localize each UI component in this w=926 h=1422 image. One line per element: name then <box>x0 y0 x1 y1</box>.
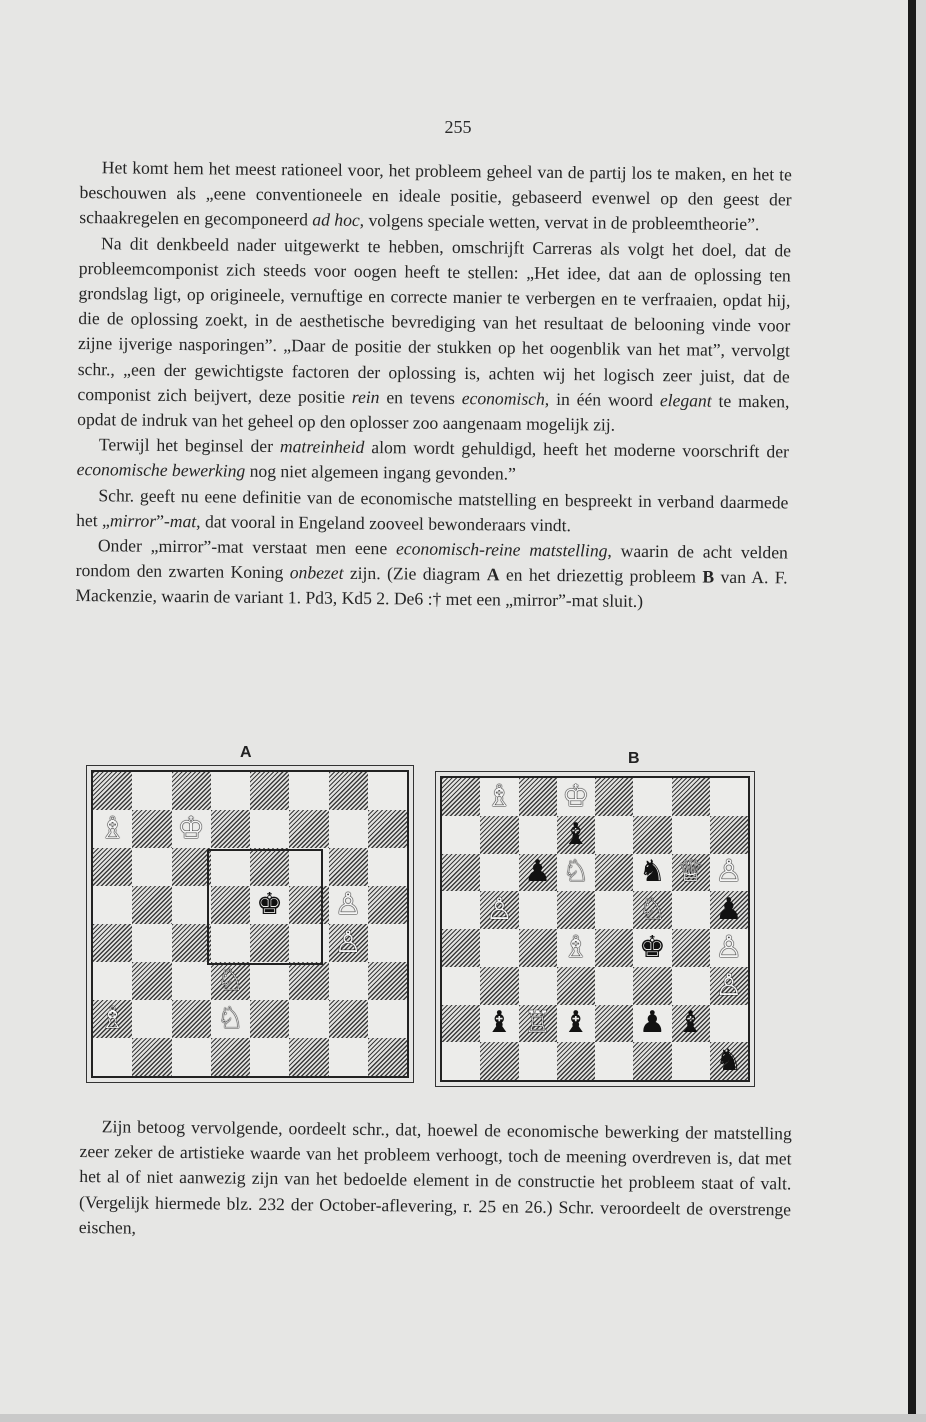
chess-diagram-b <box>440 776 750 1082</box>
board-square-g2 <box>329 1000 368 1038</box>
board-square-g5 <box>329 886 368 924</box>
board-square-b5 <box>132 886 171 924</box>
board-square-b8 <box>480 778 518 816</box>
black-pawn-icon: ♟ <box>638 1005 666 1041</box>
white-pawn-icon: ♙ <box>715 854 743 890</box>
diagram-b-label: B <box>628 750 640 767</box>
white-bishop-icon: ♗ <box>99 1001 127 1036</box>
board-square-f3 <box>289 962 328 1000</box>
black-pawn-icon: ♟ <box>524 854 552 890</box>
board-square-f8 <box>289 772 328 810</box>
board-square-b3 <box>132 962 171 1000</box>
paragraph: Na dit denkbeeld nader uitgewerkt te hebben, omschrijft Carreras als volgt het doel, dat de probleemcomponist zich steeds voor oogen heeft te stellen: „Het idee, dat aan de oplossing ten grondslag ligt, op origineele, vernuftige en correcte manier te verbergen en te verfraaien, opdat hij, die de oplossing zoekt, in de aesthetische bevrediging van het resultaat de belooning vinde voor zijne ijverige nasporingen”. „Daar de positie der stukken op het oogenblik van het mat”, vervolgt schr., „een der gewichtigste factoren der oplossing is, achten wij het logisch zeer juist, dat de componist zich beijvert, deze positie rein en tevens economisch, in één woord elegant te maken, opdat de indruk van het geheel op den oplosser zoo aangenaam mogelijk zij. <box>77 232 792 435</box>
black-bishop-icon: ♝ <box>562 1005 590 1041</box>
board-square-d2 <box>557 1005 595 1043</box>
board-square-d8 <box>557 778 595 816</box>
board-square-e2 <box>250 1000 289 1038</box>
black-bishop-icon: ♝ <box>562 816 590 852</box>
board-square-h8 <box>710 778 748 816</box>
board-square-f2 <box>633 1005 671 1043</box>
board-square-a1 <box>93 1038 132 1076</box>
board-square-d3 <box>211 962 250 1000</box>
board-square-e1 <box>595 1042 633 1080</box>
board-square-g3 <box>329 962 368 1000</box>
board-square-b6 <box>480 854 518 892</box>
board-square-g7 <box>329 810 368 848</box>
white-pawn-icon: ♙ <box>485 892 513 928</box>
board-square-c5 <box>172 886 211 924</box>
board-square-h4 <box>710 929 748 967</box>
board-square-e7 <box>250 810 289 848</box>
board-square-e4 <box>250 924 289 962</box>
board-square-h1 <box>710 1042 748 1080</box>
board-square-a5 <box>93 886 132 924</box>
board-square-a3 <box>93 962 132 1000</box>
board-square-h8 <box>368 772 407 810</box>
board-square-g1 <box>672 1042 710 1080</box>
board-square-h7 <box>710 816 748 854</box>
board-square-d7 <box>557 816 595 854</box>
board-square-a4 <box>442 929 480 967</box>
body-text-bottom <box>79 1114 792 1247</box>
paragraph: Schr. geeft nu eene definitie van de economische matstelling en bespreekt in verband daarmede het „mirror”-mat, dat vooral in Engeland zooveel bewonderaars vindt. <box>76 484 789 536</box>
board-square-a6 <box>93 848 132 886</box>
board-square-c3 <box>172 962 211 1000</box>
white-king-icon: ♔ <box>562 778 590 814</box>
board-square-a4 <box>93 924 132 962</box>
board-square-f7 <box>633 816 671 854</box>
board-square-c2 <box>172 1000 211 1038</box>
board-square-f5 <box>633 891 671 929</box>
board-square-c4 <box>519 929 557 967</box>
board-square-h3 <box>710 967 748 1005</box>
board-square-c1 <box>519 1042 557 1080</box>
board-square-d5 <box>211 886 250 924</box>
white-bishop-icon: ♗ <box>485 778 513 814</box>
board-square-a6 <box>442 854 480 892</box>
board-square-a7 <box>93 810 132 848</box>
white-bishop-icon: ♗ <box>99 811 127 846</box>
board-square-f3 <box>633 967 671 1005</box>
scan-edge <box>0 1414 926 1422</box>
board-square-c2 <box>519 1005 557 1043</box>
board-square-e7 <box>595 816 633 854</box>
board-square-h5 <box>368 886 407 924</box>
white-knight-icon: ♘ <box>638 892 666 928</box>
board-square-g3 <box>672 967 710 1005</box>
board-square-g1 <box>329 1038 368 1076</box>
board-square-a3 <box>442 967 480 1005</box>
board-square-a2 <box>93 1000 132 1038</box>
board-square-b6 <box>132 848 171 886</box>
white-pawn-icon: ♙ <box>715 967 743 1003</box>
board-square-b2 <box>480 1005 518 1043</box>
board-square-e6 <box>250 848 289 886</box>
board-square-f6 <box>289 848 328 886</box>
board-square-h6 <box>368 848 407 886</box>
board-square-d6 <box>211 848 250 886</box>
black-knight-icon: ♞ <box>638 854 666 890</box>
board-square-h5 <box>710 891 748 929</box>
board-square-d1 <box>557 1042 595 1080</box>
board-square-b3 <box>480 967 518 1005</box>
board-square-d6 <box>557 854 595 892</box>
board-square-d4 <box>211 924 250 962</box>
board-square-g5 <box>672 891 710 929</box>
white-bishop-icon: ♗ <box>562 929 590 965</box>
board-square-b5 <box>480 891 518 929</box>
board-square-d7 <box>211 810 250 848</box>
board-square-c8 <box>172 772 211 810</box>
board-square-a1 <box>442 1042 480 1080</box>
board-square-c3 <box>519 967 557 1005</box>
board-square-e4 <box>595 929 633 967</box>
board-square-c6 <box>519 854 557 892</box>
black-knight-icon: ♞ <box>715 1043 743 1079</box>
board-square-e3 <box>595 967 633 1005</box>
white-knight-icon: ♘ <box>562 854 590 890</box>
board-square-a7 <box>442 816 480 854</box>
board-square-e2 <box>595 1005 633 1043</box>
board-square-f4 <box>633 929 671 967</box>
board-square-g6 <box>672 854 710 892</box>
white-king-icon: ♔ <box>177 811 205 846</box>
board-square-d4 <box>557 929 595 967</box>
black-bishop-icon: ♝ <box>485 1005 513 1041</box>
board-square-d1 <box>211 1038 250 1076</box>
board-square-b7 <box>480 816 518 854</box>
black-pawn-icon: ♟ <box>715 892 743 928</box>
board-square-h7 <box>368 810 407 848</box>
board-square-f4 <box>289 924 328 962</box>
white-pawn-icon: ♙ <box>334 925 362 960</box>
chess-diagram-a <box>91 770 409 1078</box>
board-square-a2 <box>442 1005 480 1043</box>
board-square-f6 <box>633 854 671 892</box>
board-square-b4 <box>132 924 171 962</box>
board-square-e5 <box>250 886 289 924</box>
board-square-h2 <box>710 1005 748 1043</box>
black-bishop-icon: ♝ <box>677 1005 705 1041</box>
board-square-a8 <box>442 778 480 816</box>
paragraph: Terwijl het beginsel der matreinheid alom wordt gehuldigd, heeft het moderne voorschrift der economische bewerking nog niet algemeen ingang gevonden.” <box>76 434 790 485</box>
board-square-e1 <box>250 1038 289 1076</box>
board-square-d8 <box>211 772 250 810</box>
board-square-a5 <box>442 891 480 929</box>
board-square-g4 <box>672 929 710 967</box>
board-square-d3 <box>557 967 595 1005</box>
board-square-f7 <box>289 810 328 848</box>
board-square-g8 <box>329 772 368 810</box>
board-square-f1 <box>289 1038 328 1076</box>
black-king-icon: ♚ <box>638 929 666 965</box>
body-text-top <box>75 155 792 616</box>
white-queen-icon: ♕ <box>677 854 705 890</box>
white-knight-icon: ♘ <box>216 963 244 998</box>
board-square-b1 <box>132 1038 171 1076</box>
board-square-b7 <box>132 810 171 848</box>
board-square-h6 <box>710 854 748 892</box>
board-square-e3 <box>250 962 289 1000</box>
board-square-c7 <box>519 816 557 854</box>
board-square-f2 <box>289 1000 328 1038</box>
white-rook-icon: ♖ <box>524 1005 552 1041</box>
board-square-e5 <box>595 891 633 929</box>
white-knight-icon: ♘ <box>216 1001 244 1036</box>
board-square-c7 <box>172 810 211 848</box>
board-square-d2 <box>211 1000 250 1038</box>
board-square-g6 <box>329 848 368 886</box>
white-pawn-icon: ♙ <box>715 929 743 965</box>
board-square-f5 <box>289 886 328 924</box>
board-square-b1 <box>480 1042 518 1080</box>
board-square-c8 <box>519 778 557 816</box>
board-square-d5 <box>557 891 595 929</box>
board-square-e6 <box>595 854 633 892</box>
board-square-h3 <box>368 962 407 1000</box>
black-king-icon: ♚ <box>256 887 284 922</box>
board-square-c5 <box>519 891 557 929</box>
board-square-b2 <box>132 1000 171 1038</box>
white-pawn-icon: ♙ <box>334 887 362 922</box>
board-square-g2 <box>672 1005 710 1043</box>
board-square-g8 <box>672 778 710 816</box>
board-square-c4 <box>172 924 211 962</box>
board-square-g7 <box>672 816 710 854</box>
diagram-a-label: A <box>240 744 252 761</box>
board-square-b4 <box>480 929 518 967</box>
page-number: 255 <box>444 117 472 137</box>
paragraph: Het komt hem het meest rationeel voor, het probleem geheel van de partij los te maken, en het te beschouwen als „eene conventioneele en ideale positie, gebaseerd evenwel op den geest der schaakregelen en gecomponeerd ad hoc, volgens speciale wetten, vervat in de probleemtheorie”. <box>79 157 792 235</box>
board-square-a8 <box>93 772 132 810</box>
board-square-h4 <box>368 924 407 962</box>
board-square-h1 <box>368 1038 407 1076</box>
board-square-h2 <box>368 1000 407 1038</box>
paragraph: Onder „mirror”-mat verstaat men eene economisch-reine matstelling, waarin de acht velden rondom den zwarten Koning onbezet zijn. (Zie diagram A en het driezettig probleem B van A. F. Mackenzie, waarin de variant 1. Pd3, Kd5 2. De6 :† met een „mirror”-mat sluit.) <box>75 535 788 612</box>
board-square-c1 <box>172 1038 211 1076</box>
board-square-f1 <box>633 1042 671 1080</box>
board-square-f8 <box>633 778 671 816</box>
board-square-g4 <box>329 924 368 962</box>
board-square-e8 <box>250 772 289 810</box>
board-square-c6 <box>172 848 211 886</box>
paragraph: Zijn betoog vervolgende, oordeelt schr., dat, hoewel de economische bewerking der matstelling zeer zeker de artistieke waarde van het probleem verhoogt, toch de meening overdreven is, dat met het al of niet aanwezig zijn van het bedoelde element in de constructie het probleem staat of valt. (Vergelijk hiermede blz. 232 der October-aflevering, r. 25 en 26.) Schr. veroordeelt de overstrenge eischen, <box>78 1116 792 1238</box>
board-square-b8 <box>132 772 171 810</box>
board-square-e8 <box>595 778 633 816</box>
